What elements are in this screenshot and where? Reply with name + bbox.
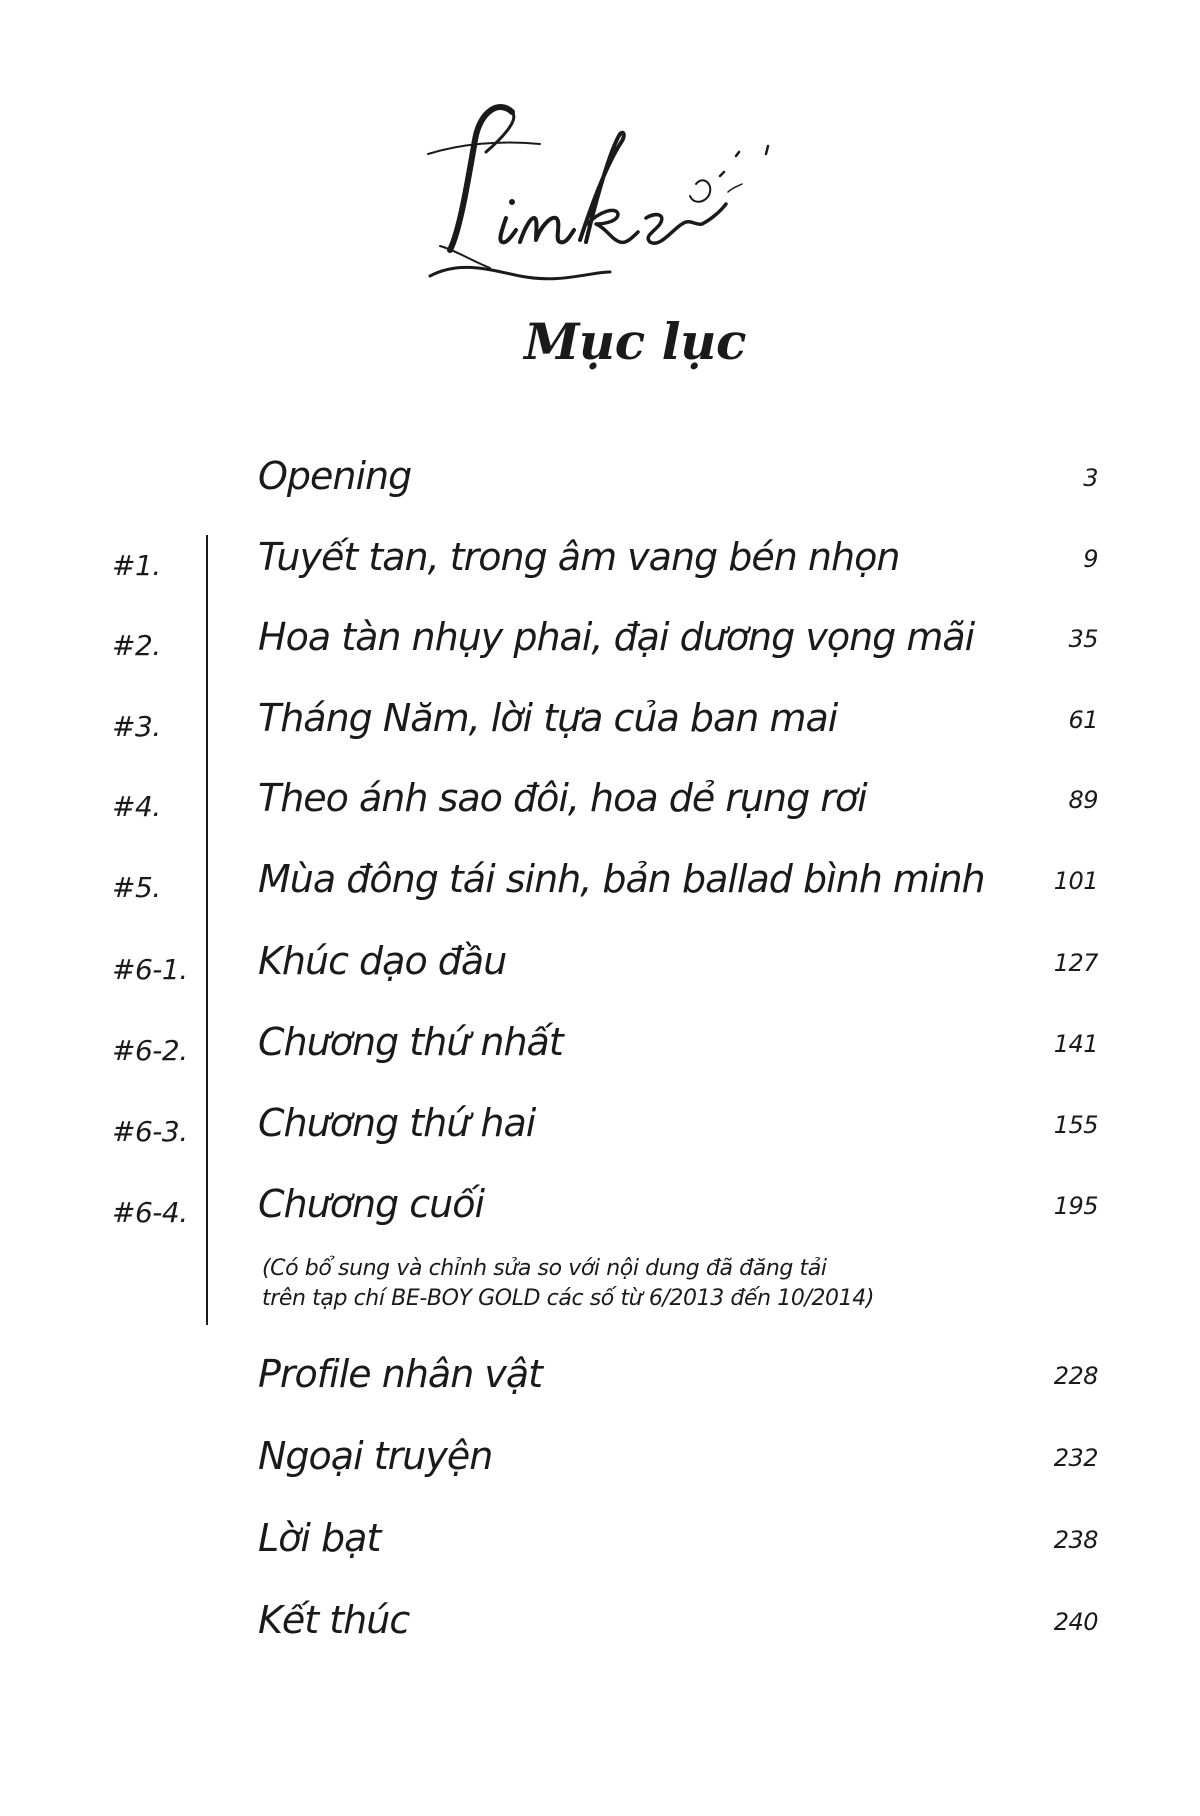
chapter-note — [262, 1254, 874, 1314]
toc-row-number: #4. — [112, 790, 161, 823]
toc-row-page: 127 — [1053, 949, 1098, 977]
toc-row-page: 155 — [1053, 1111, 1098, 1139]
page-title: Mục lục — [524, 312, 746, 371]
toc-row-chapter-4 — [0, 776, 1200, 836]
toc-row-page: 35 — [1068, 625, 1098, 653]
toc-row-profile — [0, 1352, 1200, 1412]
toc-row-title: Theo ánh sao đôi, hoa dẻ rụng rơi — [258, 776, 867, 820]
toc-row-number: #2. — [112, 629, 161, 662]
toc-row-number: #1. — [112, 549, 161, 582]
toc-row-chapter-6-3 — [0, 1101, 1200, 1161]
toc-row-page: 238 — [1053, 1526, 1098, 1554]
toc-row-opening — [0, 454, 1200, 514]
toc-row-page: 3 — [1083, 464, 1098, 492]
toc-row-title: Profile nhân vật — [258, 1352, 543, 1396]
toc-row-page: 232 — [1053, 1444, 1098, 1472]
toc-row-page: 89 — [1068, 786, 1098, 814]
toc-row-title: Tháng Năm, lời tựa của ban mai — [258, 696, 838, 740]
toc-row-number: #6-4. — [112, 1196, 188, 1229]
toc-row-title: Ngoại truyện — [258, 1434, 493, 1478]
toc-row-page: 240 — [1053, 1608, 1098, 1636]
toc-row-page: 61 — [1068, 706, 1098, 734]
toc-row-title: Hoa tàn nhụy phai, đại dương vọng mãi — [258, 615, 975, 659]
toc-row-page: 228 — [1053, 1362, 1098, 1390]
toc-row-number: #6-1. — [112, 953, 188, 986]
toc-row-chapter-6-4 — [0, 1182, 1200, 1242]
toc-row-page: 9 — [1083, 545, 1098, 573]
toc-row-title: Kết thúc — [258, 1598, 410, 1642]
chapter-divider-line — [206, 535, 208, 1325]
toc-row-title: Opening — [258, 454, 412, 498]
toc-row-chapter-6-2 — [0, 1020, 1200, 1080]
toc-row-title: Chương thứ nhất — [258, 1020, 563, 1064]
chapter-note-line-2: trên tạp chí BE-BOY GOLD các số từ 6/2013 đến 10/2014) — [262, 1286, 875, 1311]
toc-row-page: 101 — [1053, 867, 1098, 895]
toc-row-page: 195 — [1053, 1192, 1098, 1220]
toc-row-number: #6-2. — [112, 1034, 188, 1067]
toc-row-title: Tuyết tan, trong âm vang bén nhọn — [258, 535, 900, 579]
toc-row-number: #3. — [112, 710, 161, 743]
toc-row-chapter-3 — [0, 696, 1200, 756]
toc-row-title: Lời bạt — [258, 1516, 381, 1560]
toc-row-number: #5. — [112, 871, 161, 904]
toc-row-number: #6-3. — [112, 1115, 188, 1148]
toc-row-side-story — [0, 1434, 1200, 1494]
toc-row-afterword — [0, 1516, 1200, 1576]
toc-row-chapter-6-1 — [0, 939, 1200, 999]
toc-row-chapter-2 — [0, 615, 1200, 675]
chapter-note-line-1: (Có bổ sung và chỉnh sửa so với nội dung đã đăng tải — [262, 1256, 827, 1281]
toc-row-chapter-1 — [0, 535, 1200, 595]
toc-row-page: 141 — [1053, 1030, 1098, 1058]
toc-row-title: Chương cuối — [258, 1182, 485, 1226]
toc-row-chapter-5 — [0, 857, 1200, 917]
toc-row-ending — [0, 1598, 1200, 1658]
toc-row-title: Chương thứ hai — [258, 1101, 536, 1145]
toc-row-title: Mùa đông tái sinh, bản ballad bình minh — [258, 857, 985, 901]
toc-row-title: Khúc dạo đầu — [258, 939, 507, 983]
